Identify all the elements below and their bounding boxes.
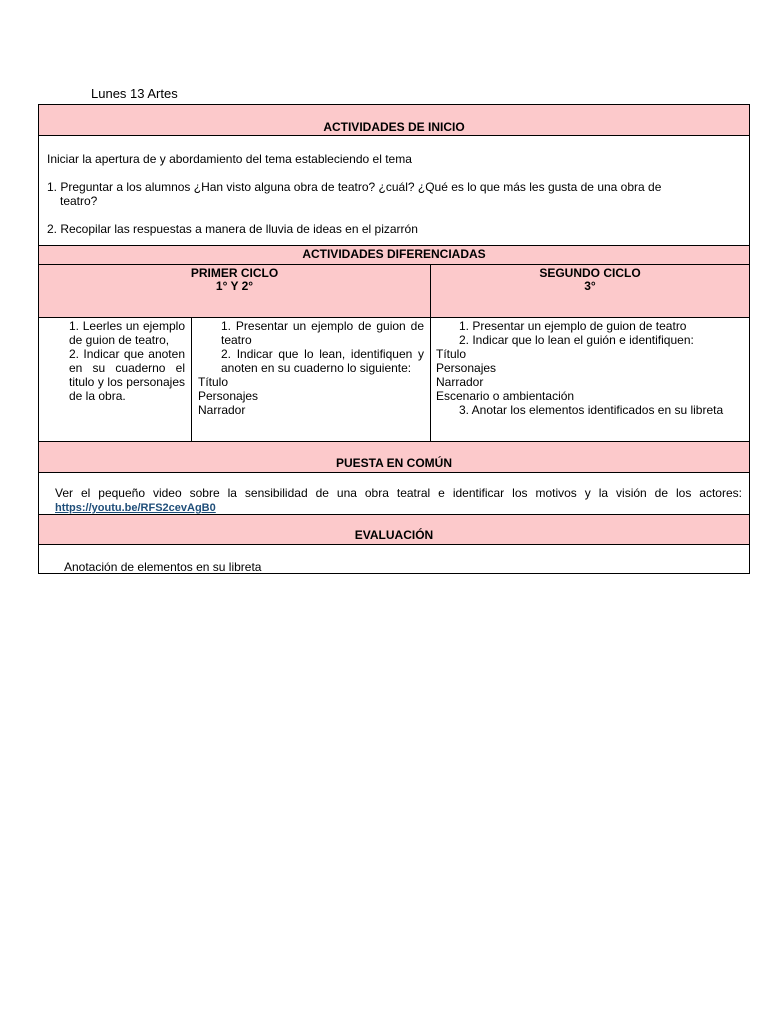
segundo-ciclo-title: SEGUNDO CICLO — [539, 266, 641, 280]
inicio-line-1: Iniciar la apertura de y abordamiento del tema estableciendo el tema — [47, 152, 412, 166]
puesta-header: PUESTA EN COMÚN — [39, 442, 749, 473]
puesta-content — [39, 473, 749, 515]
col1-item-2: 2. Indicar que anoten en su cuaderno el titulo y los personajes de la obra. — [69, 347, 185, 403]
col2-item-1: 1. Presentar un ejemplo de guion de teatro — [221, 319, 424, 347]
activities-row — [39, 318, 749, 442]
col3-list-item: Escenario o ambientación — [436, 389, 575, 403]
inicio-line-3: 2. Recopilar las respuestas a manera de lluvia de ideas en el pizarrón — [47, 222, 418, 236]
diferenciadas-header: ACTIVIDADES DIFERENCIADAS — [39, 246, 749, 265]
col1-item-1: 1. Leerles un ejemplo de guion de teatro, — [69, 319, 185, 347]
date-subject-line: Lunes 13 Artes — [91, 86, 178, 101]
col3-item-3: 3. Anotar los elementos identificados en su libreta — [459, 403, 724, 417]
inicio-line-2-cont: teatro? — [60, 194, 98, 208]
evaluacion-content — [39, 545, 749, 573]
inicio-content — [39, 136, 749, 246]
col3-list-item: Narrador — [436, 375, 484, 389]
col3-item-1: 1. Presentar un ejemplo de guion de teatro — [459, 319, 687, 333]
segundo-ciclo-grades: 3° — [584, 279, 596, 293]
primer-ciclo-title: PRIMER CICLO — [190, 266, 279, 280]
primer-ciclo-header — [39, 265, 431, 317]
puesta-text: Ver el pequeño video sobre la sensibilidad de una obra teatral e identificar los motivos y la visión de los actores: — [55, 486, 742, 500]
inicio-header: ACTIVIDADES DE INICIO — [39, 105, 749, 136]
evaluacion-header: EVALUACIÓN — [39, 515, 749, 545]
primer-ciclo-grades: 1° Y 2° — [215, 279, 254, 293]
evaluacion-text: Anotación de elementos en su libreta — [64, 560, 262, 574]
col3-list-item: Personajes — [436, 361, 497, 375]
video-link[interactable]: https://youtu.be/RFS2cevAgB0 — [55, 502, 216, 514]
activities-col-1 — [39, 318, 192, 441]
col2-list-item: Título — [198, 375, 229, 389]
col2-list-item: Personajes — [198, 389, 259, 403]
activities-col-2 — [192, 318, 431, 441]
cycle-header-row — [39, 265, 749, 318]
inicio-line-2: 1. Preguntar a los alumnos ¿Han visto alguna obra de teatro? ¿cuál? ¿Qué es lo que más les gusta de una obra de — [47, 180, 662, 194]
segundo-ciclo-header — [431, 265, 749, 317]
activities-col-3 — [431, 318, 749, 441]
col3-list-item: Título — [436, 347, 467, 361]
col2-list-item: Narrador — [198, 403, 246, 417]
lesson-plan-table — [38, 104, 750, 574]
col3-item-2: 2. Indicar que lo lean el guión e identifiquen: — [459, 333, 694, 347]
col2-item-2: 2. Indicar que lo lean, identifiquen y anoten en su cuaderno lo siguiente: — [221, 347, 424, 375]
